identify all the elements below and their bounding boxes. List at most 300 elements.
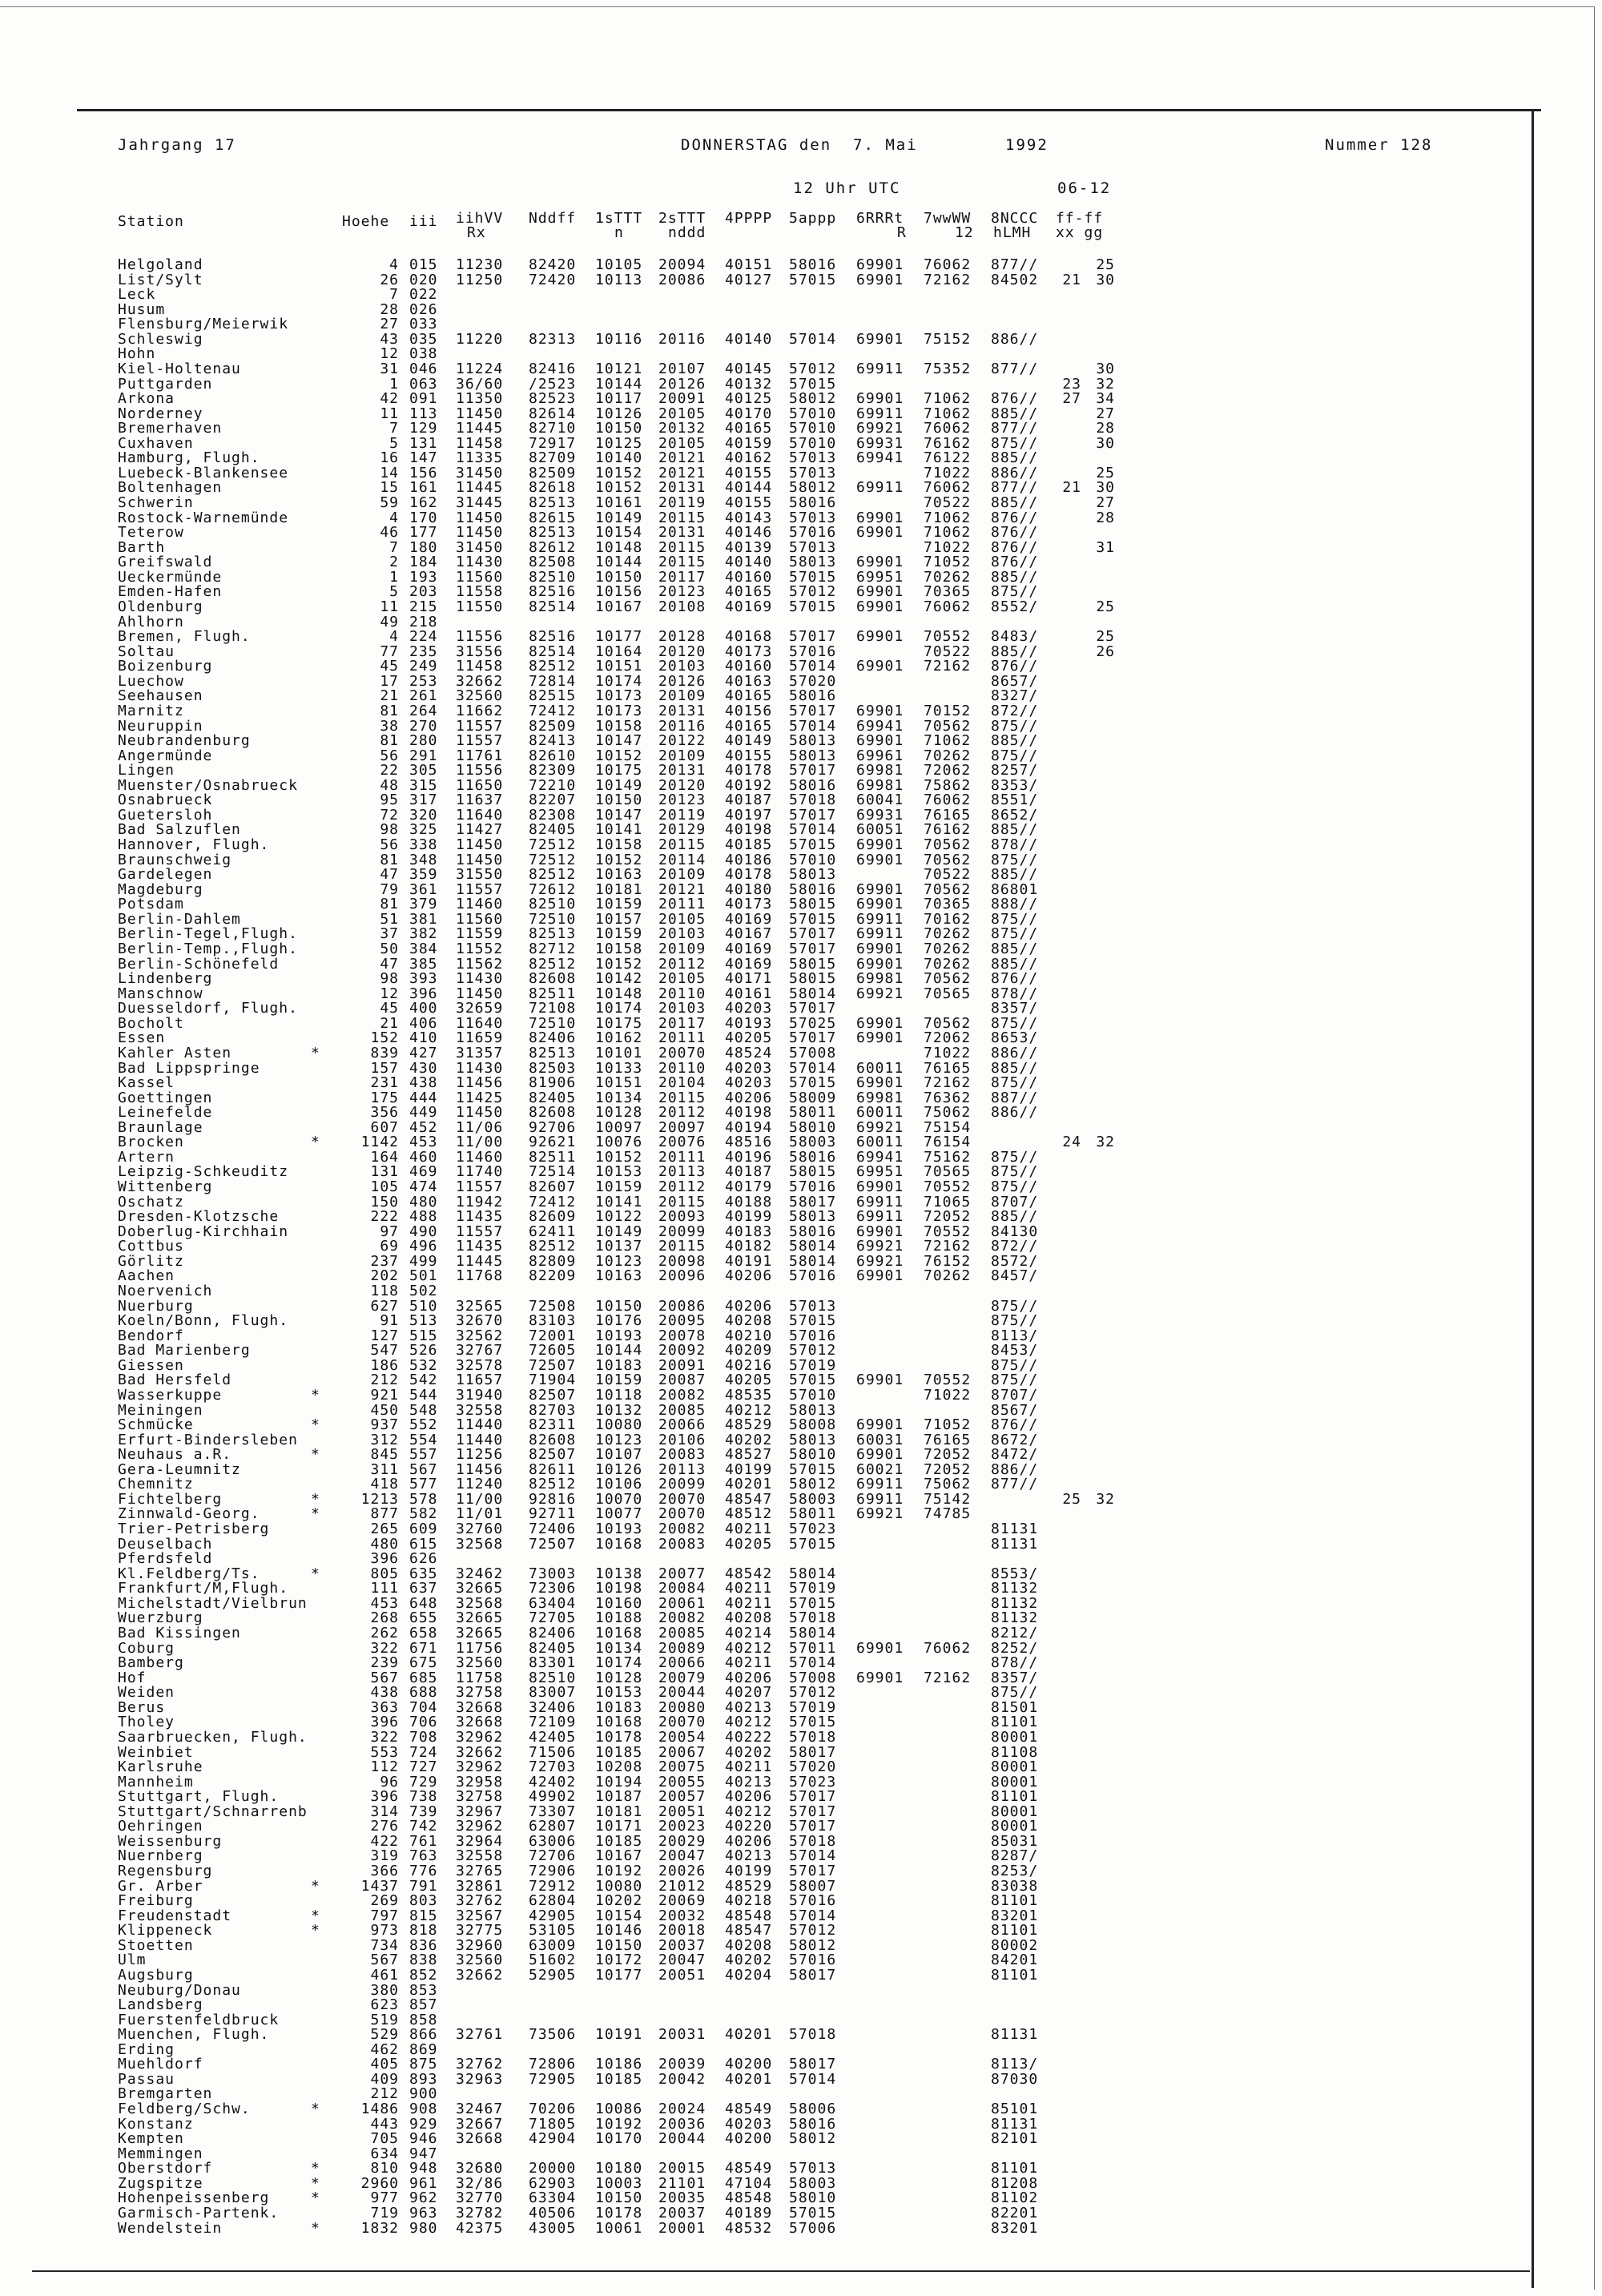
station-id: 038 [409, 345, 438, 362]
iihvv: 11768 [456, 1267, 504, 1284]
tendency: 57017 [789, 1000, 837, 1017]
precip: 69921 [856, 420, 904, 437]
station-height: 977 [370, 2189, 399, 2206]
station-height: 56 [380, 836, 399, 853]
temp: 10160 [595, 1595, 643, 1612]
table-row [0, 2221, 1202, 2235]
dewpoint: 20042 [658, 2071, 706, 2088]
weather: 76362 [924, 1090, 972, 1106]
weather: 70562 [924, 852, 972, 868]
weather: 76062 [924, 598, 972, 615]
tendency: 57013 [789, 539, 837, 556]
pressure: 40201 [725, 2071, 773, 2088]
table-row [0, 793, 1202, 807]
station-name: Leck [118, 286, 156, 303]
weather: 71062 [924, 510, 972, 526]
pressure: 40216 [725, 1357, 773, 1374]
station-height: 623 [370, 1996, 399, 2013]
iihvv: 32760 [456, 1521, 504, 1537]
pressure: 40187 [725, 1163, 773, 1180]
dewpoint: 20105 [658, 435, 706, 452]
station-name: Berlin-Schönefeld [118, 956, 280, 973]
weather: 76165 [924, 807, 972, 824]
table-row [0, 1790, 1202, 1803]
pressure: 40206 [725, 1090, 773, 1106]
station-name: Kl.Feldberg/Ts. [118, 1565, 260, 1582]
weather: 72162 [924, 1238, 972, 1255]
pressure: 40189 [725, 2205, 773, 2221]
clouds: 8657/ [991, 673, 1039, 690]
station-id: 406 [409, 1015, 438, 1032]
table-row [0, 1581, 1202, 1595]
nddff: 82514 [529, 598, 577, 615]
iihvv: 11/00 [456, 1491, 504, 1508]
table-row [0, 585, 1202, 598]
pressure: 40211 [725, 1654, 773, 1671]
nddff: 72510 [529, 1015, 577, 1032]
station-name: Freudenstadt [118, 1907, 232, 1924]
dewpoint: 20131 [658, 762, 706, 779]
pressure: 40203 [725, 1060, 773, 1077]
tendency: 58013 [789, 1402, 837, 1419]
station-id: 033 [409, 316, 438, 332]
nddff: 82512 [529, 1476, 577, 1492]
nddff: 72306 [529, 1580, 577, 1597]
dewpoint: 20085 [658, 1402, 706, 1419]
weather: 70262 [924, 941, 972, 957]
station-id: 129 [409, 420, 438, 437]
station-id: 513 [409, 1312, 438, 1329]
station-name: Soltau [118, 643, 175, 660]
dewpoint: 20126 [658, 673, 706, 690]
station-id: 567 [409, 1461, 438, 1478]
clouds: 875// [991, 1372, 1039, 1388]
tendency: 57017 [789, 703, 837, 719]
temp: 10173 [595, 687, 643, 704]
station-id: 542 [409, 1372, 438, 1388]
station-id: 381 [409, 911, 438, 928]
iihvv: 11458 [456, 435, 504, 452]
nddff: 83301 [529, 1654, 577, 1671]
pressure: 48516 [725, 1134, 773, 1150]
dewpoint: 20069 [658, 1892, 706, 1909]
dewpoint: 20120 [658, 777, 706, 794]
dewpoint: 20115 [658, 836, 706, 853]
iihvv: 32963 [456, 2071, 504, 2088]
pressure: 40193 [725, 1015, 773, 1032]
iihvv: 32462 [456, 1565, 504, 1582]
table-row [0, 927, 1202, 941]
tendency: 58014 [789, 1253, 837, 1270]
temp: 10132 [595, 1402, 643, 1419]
station-height: 1832 [360, 2220, 399, 2237]
dewpoint: 20105 [658, 970, 706, 987]
nddff: 82610 [529, 747, 577, 764]
station-name: Noervenich [118, 1283, 213, 1299]
nddff: 72612 [529, 881, 577, 898]
table-row [0, 1448, 1202, 1461]
tendency: 58016 [789, 2116, 837, 2133]
temp: 10158 [595, 718, 643, 735]
clouds: 85031 [991, 1833, 1039, 1850]
station-height: 38 [380, 718, 399, 735]
nddff: 82413 [529, 732, 577, 749]
station-name: Gardelegen [118, 866, 213, 883]
table-row [0, 1373, 1202, 1387]
weather: 70562 [924, 836, 972, 853]
bottom-rule [32, 2270, 1530, 2272]
station-height: 553 [370, 1744, 399, 1761]
station-id: 325 [409, 821, 438, 838]
pressure: 40178 [725, 866, 773, 883]
station-height: 276 [370, 1818, 399, 1835]
iihvv: 32558 [456, 1847, 504, 1864]
station-name: Greifswald [118, 554, 213, 570]
precip: 69901 [856, 256, 904, 273]
clouds: 80002 [991, 1937, 1039, 1954]
station-name: Muenster/Osnabrueck [118, 777, 298, 794]
station-id: 215 [409, 598, 438, 615]
iihvv: 11/06 [456, 1119, 504, 1136]
clouds: 8357/ [991, 1670, 1039, 1686]
temp: 10141 [595, 1194, 643, 1210]
col-4pppp: 4PPPP [725, 210, 773, 227]
nddff: 63009 [529, 1937, 577, 1954]
station-height: 265 [370, 1521, 399, 1537]
iihvv: 11456 [456, 1074, 504, 1091]
tendency: 57015 [789, 1074, 837, 1091]
precip: 69901 [856, 896, 904, 912]
tendency: 57019 [789, 1357, 837, 1374]
iihvv: 32765 [456, 1863, 504, 1879]
tendency: 57008 [789, 1045, 837, 1061]
table-row [0, 347, 1202, 361]
station-name: Manschnow [118, 985, 203, 1002]
station-name: Berlin-Dahlem [118, 911, 241, 928]
station-id: 838 [409, 1952, 438, 1968]
station-name: Leinefelde [118, 1104, 213, 1121]
iihvv: 11224 [456, 361, 504, 377]
dewpoint: 20051 [658, 1967, 706, 1984]
clouds: 86801 [991, 881, 1039, 898]
clouds: 81208 [991, 2175, 1039, 2192]
nddff: 82523 [529, 390, 577, 407]
clouds: 80001 [991, 1758, 1039, 1775]
dewpoint: 20123 [658, 583, 706, 600]
clouds: 886// [991, 1461, 1039, 1478]
gust-gg: 25 [1096, 465, 1115, 481]
station-name: Oschatz [118, 1194, 184, 1210]
dewpoint: 20032 [658, 1907, 706, 1924]
temp: 10177 [595, 1967, 643, 1984]
table-row [0, 1671, 1202, 1685]
tendency: 58016 [789, 1149, 837, 1166]
iihvv: 11427 [456, 821, 504, 838]
station-name: Michelstadt/Vielbrun [118, 1595, 308, 1612]
tendency: 57014 [789, 2071, 837, 2088]
tendency: 57019 [789, 1580, 837, 1597]
station-name: Lingen [118, 762, 175, 779]
station-name: Görlitz [118, 1253, 184, 1270]
iihvv: 11460 [456, 896, 504, 912]
station-height: 51 [380, 911, 399, 928]
col-1sttt: 1sTTT [595, 210, 643, 227]
table-row [0, 853, 1202, 867]
station-id: 510 [409, 1298, 438, 1315]
pressure: 40179 [725, 1178, 773, 1195]
pressure: 40206 [725, 1267, 773, 1284]
tendency: 58017 [789, 1194, 837, 1210]
clouds: 8113/ [991, 1327, 1039, 1344]
tendency: 57017 [789, 1788, 837, 1805]
nddff: 62804 [529, 1892, 577, 1909]
clouds: 886// [991, 331, 1039, 348]
station-height: 1437 [360, 1878, 399, 1895]
nddff: 82207 [529, 792, 577, 808]
pressure: 40146 [725, 524, 773, 541]
dewpoint: 20123 [658, 792, 706, 808]
table-row [0, 2013, 1202, 2027]
station-id: 532 [409, 1357, 438, 1374]
temp: 10144 [595, 1342, 643, 1359]
col-hoehe: Hoehe [342, 213, 390, 230]
precip: 69901 [856, 1074, 904, 1091]
table-row [0, 1626, 1202, 1640]
station-id: 648 [409, 1595, 438, 1612]
station-height: 1 [389, 376, 399, 393]
iihvv: 11657 [456, 1372, 504, 1388]
temp: 10174 [595, 1000, 643, 1017]
station-name: Hohenpeissenberg [118, 2189, 270, 2206]
iihvv: 11550 [456, 598, 504, 615]
table-row [0, 2057, 1202, 2071]
iihvv: 11557 [456, 1178, 504, 1195]
iihvv: 11560 [456, 911, 504, 928]
temp: 10154 [595, 1907, 643, 1924]
gust-gg: 34 [1096, 390, 1115, 407]
precip: 69901 [856, 272, 904, 288]
pressure: 40201 [725, 2026, 773, 2043]
clouds: 876// [991, 390, 1039, 407]
station-height: 607 [370, 1119, 399, 1136]
clouds: 888// [991, 896, 1039, 912]
iihvv: 32962 [456, 1758, 504, 1775]
tendency: 58013 [789, 1208, 837, 1225]
tendency: 57010 [789, 1387, 837, 1404]
weather: 76162 [924, 435, 972, 452]
precip: 69901 [856, 598, 904, 615]
pressure: 40155 [725, 465, 773, 481]
station-height: 262 [370, 1625, 399, 1641]
station-id: 961 [409, 2175, 438, 2192]
table-row [0, 823, 1202, 836]
station-id: 724 [409, 1744, 438, 1761]
station-id: 548 [409, 1402, 438, 1419]
station-height: 1 [389, 569, 399, 586]
station-height: 175 [370, 1090, 399, 1106]
station-id: 946 [409, 2130, 438, 2147]
precip: 69901 [856, 836, 904, 853]
station-name: Dresden-Klotzsche [118, 1208, 280, 1225]
dewpoint: 20078 [658, 1327, 706, 1344]
table-row [0, 258, 1202, 272]
table-row [0, 912, 1202, 926]
weather: 76165 [924, 1060, 972, 1077]
station-height: 112 [370, 1758, 399, 1775]
station-id: 963 [409, 2205, 438, 2221]
station-height: 21 [380, 687, 399, 704]
clouds: 886// [991, 1104, 1039, 1121]
pressure: 40151 [725, 256, 773, 273]
temp: 10156 [595, 583, 643, 600]
dewpoint: 20109 [658, 941, 706, 957]
station-id: 270 [409, 718, 438, 735]
nddff: 72706 [529, 1847, 577, 1864]
clouds: 875// [991, 1149, 1039, 1166]
precip: 69921 [856, 1119, 904, 1136]
table-row [0, 897, 1202, 911]
dewpoint: 20131 [658, 524, 706, 541]
mountain-marker: * [311, 1134, 320, 1150]
station-name: Luebeck-Blankensee [118, 465, 289, 481]
tendency: 58014 [789, 1625, 837, 1641]
station-id: 235 [409, 643, 438, 660]
iihvv: 32668 [456, 2130, 504, 2147]
station-height: 322 [370, 1729, 399, 1746]
pressure: 40206 [725, 1298, 773, 1315]
tendency: 57017 [789, 628, 837, 645]
station-id: 382 [409, 925, 438, 942]
iihvv: 32767 [456, 1342, 504, 1359]
station-id: 280 [409, 732, 438, 749]
station-height: 72 [380, 807, 399, 824]
dewpoint: 20077 [658, 1565, 706, 1582]
station-name: Deuselbach [118, 1536, 213, 1553]
dewpoint: 20112 [658, 956, 706, 973]
dewpoint: 20047 [658, 1847, 706, 1864]
nddff: 42405 [529, 1729, 577, 1746]
station-height: 845 [370, 1446, 399, 1463]
station-height: 461 [370, 1967, 399, 1984]
station-name: Garmisch-Partenk. [118, 2205, 280, 2221]
clouds: 875// [991, 1312, 1039, 1329]
temp: 10147 [595, 732, 643, 749]
nddff: 82512 [529, 866, 577, 883]
gust-gg: 27 [1096, 494, 1115, 511]
tendency: 57016 [789, 1892, 837, 1909]
table-row [0, 615, 1202, 629]
precip: 69911 [856, 479, 904, 496]
station-height: 567 [370, 1670, 399, 1686]
clouds: 82201 [991, 2205, 1039, 2221]
col-iihvv: iihVV [456, 210, 504, 227]
weather: 70562 [924, 718, 972, 735]
pressure: 40162 [725, 449, 773, 466]
temp: 10175 [595, 762, 643, 779]
station-height: 2960 [360, 2175, 399, 2192]
pressure: 40205 [725, 1536, 773, 1553]
table-row [0, 808, 1202, 822]
temp: 10173 [595, 703, 643, 719]
weather: 70365 [924, 583, 972, 600]
nddff: 72605 [529, 1342, 577, 1359]
iihvv: 32670 [456, 1312, 504, 1329]
iihvv: 32567 [456, 1907, 504, 1924]
temp: 10097 [595, 1119, 643, 1136]
tendency: 57012 [789, 583, 837, 600]
temp: 10107 [595, 1446, 643, 1463]
station-id: 729 [409, 1774, 438, 1790]
station-id: 501 [409, 1267, 438, 1284]
iihvv: 32578 [456, 1357, 504, 1374]
clouds: 8672/ [991, 1432, 1039, 1448]
pressure: 40206 [725, 1670, 773, 1686]
station-height: 921 [370, 1387, 399, 1404]
station-name: Bremen, Flugh. [118, 628, 251, 645]
pressure: 40211 [725, 1521, 773, 1537]
clouds: 875// [991, 747, 1039, 764]
nddff: 49902 [529, 1788, 577, 1805]
station-id: 908 [409, 2101, 438, 2117]
gust-gg: 32 [1096, 1134, 1115, 1150]
table-row [0, 838, 1202, 852]
pressure: 40163 [725, 673, 773, 690]
station-id: 315 [409, 777, 438, 794]
station-height: 11 [380, 405, 399, 422]
weather: 70565 [924, 985, 972, 1002]
precip: 69901 [856, 732, 904, 749]
station-id: 379 [409, 896, 438, 912]
nddff: 92621 [529, 1134, 577, 1150]
pressure: 40145 [725, 361, 773, 377]
station-id: 320 [409, 807, 438, 824]
nddff: 82416 [529, 361, 577, 377]
precip: 69901 [856, 1178, 904, 1195]
station-id: 224 [409, 628, 438, 645]
tendency: 57016 [789, 524, 837, 541]
tendency: 57020 [789, 673, 837, 690]
nddff: 72210 [529, 777, 577, 794]
precip: 69911 [856, 1476, 904, 1492]
pressure: 40206 [725, 1788, 773, 1805]
station-name: Augsburg [118, 1967, 194, 1984]
temp: 10149 [595, 510, 643, 526]
table-row [0, 1864, 1202, 1878]
table-row [0, 734, 1202, 747]
page-edge-top [0, 6, 1594, 7]
pressure: 40200 [725, 2130, 773, 2147]
station-id: 249 [409, 658, 438, 675]
nddff: 82618 [529, 479, 577, 496]
iihvv: 31940 [456, 1387, 504, 1404]
precip: 69911 [856, 361, 904, 377]
table-row [0, 1597, 1202, 1610]
station-height: 81 [380, 703, 399, 719]
mountain-marker: * [311, 1446, 320, 1463]
temp: 10061 [595, 2220, 643, 2237]
station-height: 231 [370, 1074, 399, 1091]
weather: 71022 [924, 539, 972, 556]
station-height: 396 [370, 1714, 399, 1730]
station-id: 396 [409, 985, 438, 1002]
temp: 10163 [595, 866, 643, 883]
nddff: 82511 [529, 1149, 577, 1166]
station-name: Magdeburg [118, 881, 203, 898]
station-height: 438 [370, 1684, 399, 1701]
iihvv: 32560 [456, 687, 504, 704]
station-id: 615 [409, 1536, 438, 1553]
station-id: 113 [409, 405, 438, 422]
